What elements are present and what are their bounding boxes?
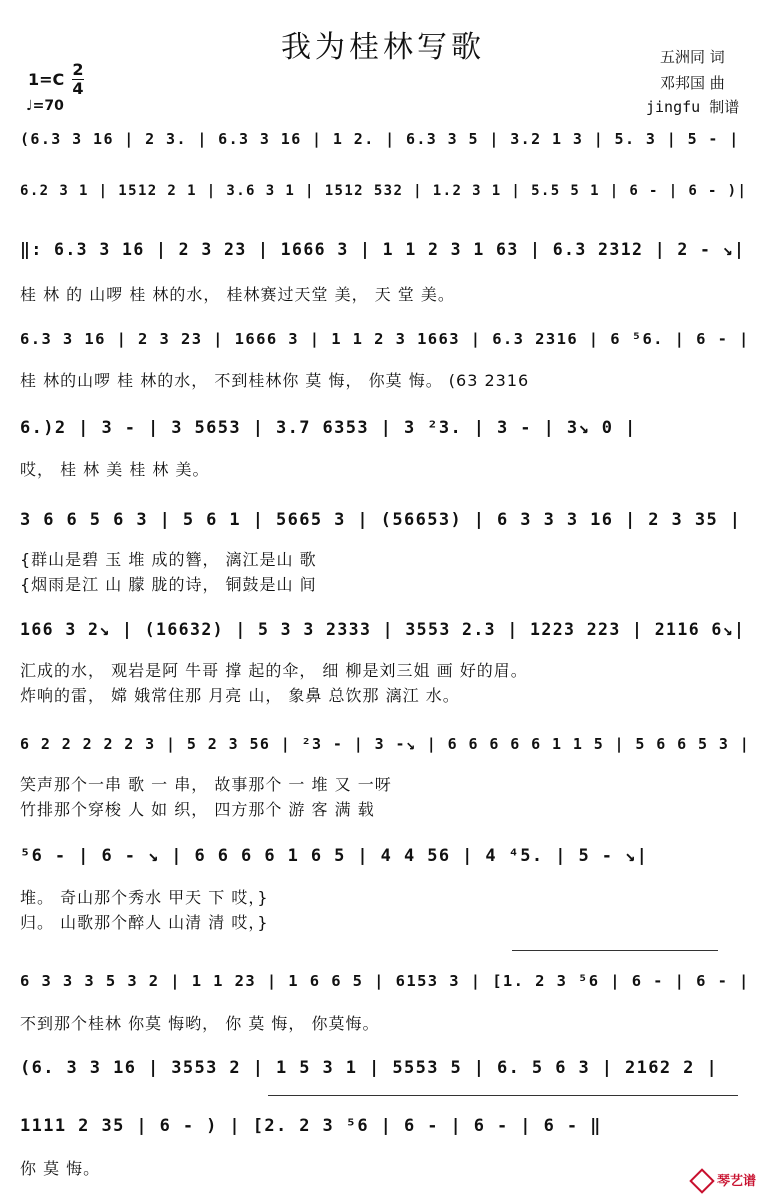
score-row-7-notes: 166 3 2↘ | (16632) | 5 3 3 2333 | 3553 2.3 | 1223 223 | 2116 6↘| [20,620,746,639]
score-row-10-lyric-1: 不到那个桂林 你莫 悔哟， 你 莫 悔， 你莫悔。 [20,1014,380,1033]
score-row-6-lyric-1: {群山是碧 玉 堆 成的簪， 漓江是山 歌 [20,550,317,569]
score-row-3-notes: ‖: 6.3 3 16 | 2 3 23 | 1666 3 | 1 1 2 3 1 63 | 6.3 2312 | 2 - ↘| [20,240,746,259]
score-row-9-lyric-2: 归。 山歌那个醉人 山清 清 哎，} [20,913,269,932]
page-title: 我为桂林写歌 [281,30,485,65]
score-row-12-lyric-1: 你 莫 悔。 [20,1159,101,1178]
score-row-8-lyric-1: 笑声那个一串 歌 一 串， 故事那个 一 堆 又 一呀 [20,775,392,794]
score-row-6-lyric-2: {烟雨是江 山 朦 胧的诗， 铜鼓是山 间 [20,575,317,594]
score-row-7-lyric-1: 汇成的水， 观岩是阿 牛哥 撑 起的伞， 细 柳是刘三姐 画 好的眉。 [20,661,528,680]
transcriber-credit: jingfu 制谱 [646,98,740,116]
score-row-11-notes: (6. 3 3 16 | 3553 2 | 1 5 3 1 | 5553 5 | 6. 5 6 3 | 2162 2 | [20,1058,719,1078]
score-row-4-lyric-1: 桂 林的山啰 桂 林的水， 不到桂林你 莫 悔， 你莫 悔。 (63 2316 [20,371,530,390]
watermark-text: 琴艺谱 [716,1173,756,1189]
lyricist-credit: 五洲同 词 [660,48,725,66]
time-signature [72,62,84,97]
key-signature: 1=C [28,70,65,89]
first-ending-bracket [512,950,718,951]
score-row-4-notes: 6.3 3 16 | 2 3 23 | 1666 3 | 1 1 2 3 1663 | 6.3 2316 | 6 ⁵6. | 6 - | [20,330,750,348]
score-row-1-notes: (6.3 3 16 | 2 3. | 6.3 3 16 | 1 2. | 6.3 3 5 | 3.2 1 3 | 5. 3 | 5 - | [20,130,740,148]
score-row-3-lyric-1: 桂 林 的 山啰 桂 林的水， 桂林赛过天堂 美， 天 堂 美。 [20,285,455,304]
tempo-mark: ♩=70 [26,98,64,114]
second-ending-bracket [268,1095,738,1096]
score-row-2-notes: 6.2 3 1 | 1512 2 1 | 3.6 3 1 | 1512 532 | 1.2 3 1 | 5.5 5 1 | 6 - | 6 - )| [20,183,748,199]
score-row-8-notes: 6 2 2 2 2 2 3 | 5 2 3 56 | ²3 - | 3 -↘ | 6 6 6 6 6 1 1 5 | 5 6 6 5 3 | [20,735,751,753]
score-row-10-notes: 6 3 3 3 5 3 2 | 1 1 23 | 1 6 6 5 | 6153 3 | [1. 2 3 ⁵6 | 6 - | 6 - | [20,972,750,990]
score-row-9-lyric-1: 堆。 奇山那个秀水 甲天 下 哎，} [20,888,269,907]
site-logo [693,1170,756,1191]
logo-icon [689,1168,714,1193]
score-row-6-notes: 3 6 6 5 6 3 | 5 6 1 | 5665 3 | (56653) | 6 3 3 3 16 | 2 3 35 | [20,510,742,530]
score-row-9-notes: ⁵6 - | 6 - ↘ | 6 6 6 6 1 6 5 | 4 4 56 | 4 ⁴5. | 5 - ↘| [20,846,649,866]
score-row-8-lyric-2: 竹排那个穿梭 人 如 织， 四方那个 游 客 满 载 [20,800,375,819]
score-row-7-lyric-2: 炸响的雷， 嫦 娥常住那 月亮 山， 象鼻 总饮那 漓江 水。 [20,686,460,705]
time-signature-bottom: 4 [72,79,84,98]
score-row-12-notes: 1111 2 35 | 6 - ) | [2. 2 3 ⁵6 | 6 - | 6 - | 6 - ‖ [20,1116,602,1136]
time-signature-top: 2 [72,60,84,79]
score-row-5-notes: 6.)2 | 3 - | 3 5653 | 3.7 6353 | 3 ²3. | 3 - | 3↘ 0 | [20,418,637,438]
score-row-5-lyric-1: 哎， 桂 林 美 桂 林 美。 [20,460,210,479]
composer-credit: 邓邦国 曲 [660,74,725,92]
